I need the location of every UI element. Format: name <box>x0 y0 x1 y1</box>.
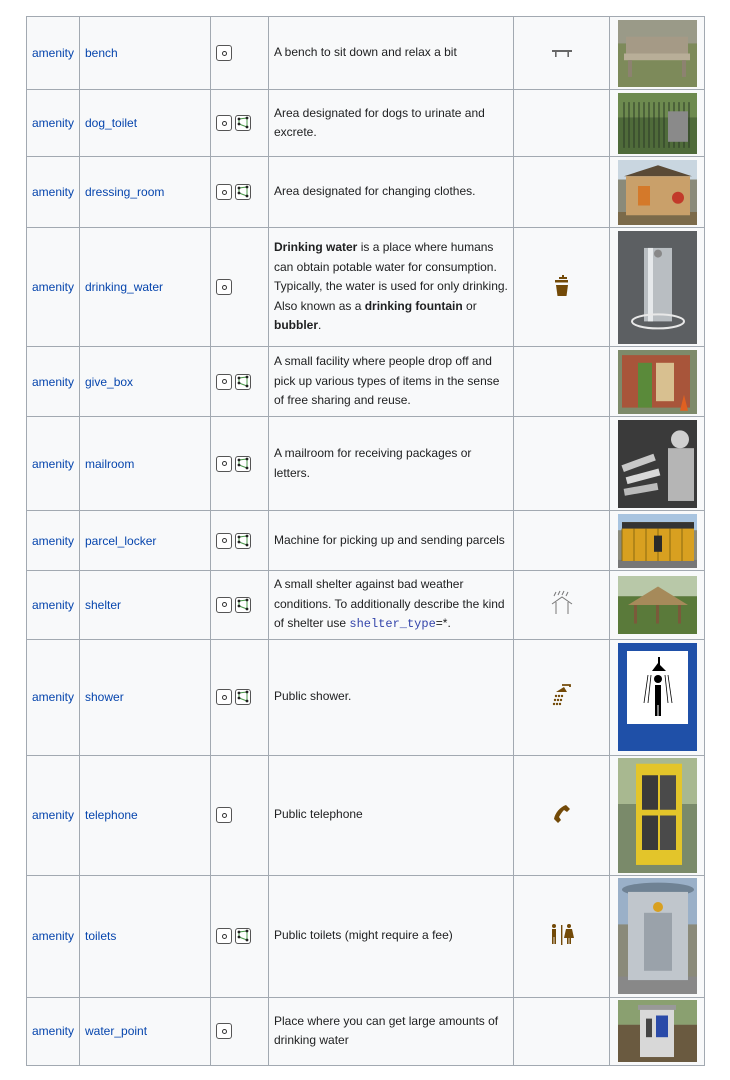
key-link[interactable]: amenity <box>32 456 75 471</box>
area-element-icon <box>235 115 251 131</box>
table-row <box>27 157 705 228</box>
description-text: A small facility where people drop off and pick up various types of items in the sense of free sharing and reuse. <box>274 354 500 408</box>
element-cell <box>211 228 269 347</box>
key-link[interactable]: amenity <box>32 374 75 389</box>
description-bold: Drinking water <box>274 240 358 255</box>
node-element-icon <box>216 807 232 823</box>
key-link[interactable]: amenity <box>32 46 75 60</box>
description-cell <box>269 90 514 157</box>
table-row <box>27 90 705 157</box>
dressing-room-photo[interactable] <box>618 160 697 225</box>
photo-cell <box>610 228 705 347</box>
value-link[interactable]: bench <box>85 46 118 60</box>
telephone-icon <box>552 803 572 828</box>
node-element-icon <box>216 1023 232 1039</box>
key-cell <box>27 417 80 511</box>
value-link[interactable]: telephone <box>85 808 138 822</box>
value-cell <box>80 875 211 997</box>
value-cell <box>80 997 211 1065</box>
map-features-table <box>26 16 705 1066</box>
rendering-cell <box>514 17 610 90</box>
key-cell <box>27 755 80 875</box>
shelter-icon <box>549 590 575 619</box>
value-link[interactable]: drinking_water <box>85 280 164 294</box>
value-cell <box>80 90 211 157</box>
description-cell <box>269 347 514 417</box>
shower-sign-photo[interactable] <box>618 643 697 751</box>
value-link[interactable]: parcel_locker <box>85 533 157 548</box>
rendering-cell <box>514 347 610 417</box>
photo-cell <box>610 511 705 571</box>
table-row <box>27 228 705 347</box>
shelter-type-code-link[interactable]: shelter_type <box>349 617 436 631</box>
element-cell <box>211 17 269 90</box>
photo-cell <box>610 755 705 875</box>
table-row <box>27 571 705 640</box>
node-element-icon <box>216 115 232 131</box>
rendering-cell <box>514 417 610 511</box>
key-link[interactable]: amenity <box>32 808 75 822</box>
node-element-icon <box>216 279 232 295</box>
key-cell <box>27 17 80 90</box>
key-link[interactable]: amenity <box>32 533 75 548</box>
value-link[interactable]: shower <box>85 690 124 704</box>
photo-cell <box>610 17 705 90</box>
node-element-icon <box>216 45 232 61</box>
area-element-icon <box>235 533 251 549</box>
description-text: . <box>318 318 322 333</box>
element-cell <box>211 997 269 1065</box>
description-cell <box>269 157 514 228</box>
area-element-icon <box>235 597 251 613</box>
element-cell <box>211 90 269 157</box>
key-link[interactable]: amenity <box>32 185 75 199</box>
description-cell <box>269 17 514 90</box>
node-element-icon <box>216 597 232 613</box>
description-text: Place where you can get large amounts of drinking water <box>274 1013 499 1047</box>
rendering-cell <box>514 228 610 347</box>
element-cell <box>211 755 269 875</box>
rendering-cell <box>514 639 610 755</box>
toilets-photo[interactable] <box>618 878 697 994</box>
value-cell <box>80 157 211 228</box>
description-text: Public toilets (might require a fee) <box>274 928 453 943</box>
shelter-photo[interactable] <box>618 576 697 634</box>
table-row <box>27 417 705 511</box>
key-cell <box>27 875 80 997</box>
description-text: A bench to sit down and relax a bit <box>274 45 457 60</box>
photo-cell <box>610 639 705 755</box>
key-cell <box>27 157 80 228</box>
description-text: Area designated for changing clothes. <box>274 184 476 199</box>
value-cell <box>80 511 211 571</box>
node-element-icon <box>216 533 232 549</box>
element-cell <box>211 157 269 228</box>
description-text: Public shower. <box>274 689 352 704</box>
key-link[interactable]: amenity <box>32 116 75 130</box>
value-link[interactable]: shelter <box>85 597 122 612</box>
element-cell <box>211 875 269 997</box>
shower-icon <box>550 683 574 712</box>
area-element-icon <box>235 456 251 472</box>
key-link[interactable]: amenity <box>32 280 75 294</box>
description-text: is a place where humans can obtain potable water for consumption. Typically, the water is used for only drinking. Also known as a <box>274 240 508 313</box>
photo-cell <box>610 417 705 511</box>
area-element-icon <box>235 689 251 705</box>
node-element-icon <box>216 456 232 472</box>
description-text: Machine for picking up and sending parcels <box>274 532 505 547</box>
value-link[interactable]: give_box <box>85 374 134 389</box>
value-cell <box>80 347 211 417</box>
description-cell <box>269 639 514 755</box>
key-link[interactable]: amenity <box>32 1024 75 1038</box>
key-cell <box>27 571 80 640</box>
element-cell <box>211 571 269 640</box>
rendering-cell <box>514 157 610 228</box>
rendering-cell <box>514 997 610 1065</box>
description-bold: bubbler <box>274 318 318 333</box>
photo-cell <box>610 157 705 228</box>
bench-icon <box>550 46 574 61</box>
value-link[interactable]: dressing_room <box>85 185 165 199</box>
key-link[interactable]: amenity <box>32 597 75 612</box>
value-link[interactable]: dog_toilet <box>85 116 138 130</box>
description-bold: drinking fountain <box>364 298 463 313</box>
value-link[interactable]: mailroom <box>85 456 135 471</box>
value-cell <box>80 755 211 875</box>
description-cell <box>269 571 514 640</box>
table-row <box>27 997 705 1065</box>
description-cell <box>269 511 514 571</box>
description-cell <box>269 228 514 347</box>
key-cell <box>27 639 80 755</box>
table-row <box>27 755 705 875</box>
description-cell <box>269 997 514 1065</box>
element-cell <box>211 347 269 417</box>
element-cell <box>211 417 269 511</box>
mailroom-photo[interactable] <box>618 420 697 508</box>
value-cell <box>80 571 211 640</box>
value-cell <box>80 417 211 511</box>
description-cell <box>269 417 514 511</box>
description-text: Public telephone <box>274 807 363 822</box>
description-cell <box>269 875 514 997</box>
value-link[interactable]: water_point <box>85 1024 148 1038</box>
parcel-locker-photo[interactable] <box>618 514 697 568</box>
key-cell <box>27 347 80 417</box>
rendering-cell <box>514 755 610 875</box>
description-cell <box>269 755 514 875</box>
photo-cell <box>610 571 705 640</box>
description-text: A small shelter against bad weather conditions. To additionally describe the kind of shelter use <box>274 577 505 630</box>
bench-photo[interactable] <box>618 20 697 87</box>
rendering-cell <box>514 571 610 640</box>
node-element-icon <box>216 374 232 390</box>
photo-cell <box>610 90 705 157</box>
key-cell <box>27 511 80 571</box>
description-text: A mailroom for receiving packages or letters. <box>274 446 472 480</box>
node-element-icon <box>216 689 232 705</box>
key-link[interactable]: amenity <box>32 690 75 704</box>
rendering-cell <box>514 511 610 571</box>
value-cell <box>80 639 211 755</box>
element-cell <box>211 639 269 755</box>
toilets-icon <box>549 923 575 950</box>
water-point-photo[interactable] <box>618 1000 697 1062</box>
element-cell <box>211 511 269 571</box>
rendering-cell <box>514 875 610 997</box>
give-box-photo[interactable] <box>618 350 697 414</box>
area-element-icon <box>235 184 251 200</box>
description-text: =*. <box>435 616 451 630</box>
table-row <box>27 17 705 90</box>
node-element-icon <box>216 928 232 944</box>
node-element-icon <box>216 184 232 200</box>
drinking-fountain-photo[interactable] <box>618 231 697 344</box>
dog-toilet-photo[interactable] <box>618 93 697 154</box>
table-row <box>27 347 705 417</box>
photo-cell <box>610 997 705 1065</box>
area-element-icon <box>235 928 251 944</box>
drinking-water-icon <box>553 275 571 300</box>
key-link[interactable]: amenity <box>32 929 75 943</box>
table-row <box>27 875 705 997</box>
value-link[interactable]: toilets <box>85 929 117 943</box>
key-cell <box>27 90 80 157</box>
rendering-cell <box>514 90 610 157</box>
value-cell <box>80 228 211 347</box>
telephone-booth-photo[interactable] <box>618 758 697 873</box>
key-cell <box>27 228 80 347</box>
key-cell <box>27 997 80 1065</box>
description-text: or <box>462 298 477 313</box>
value-cell <box>80 17 211 90</box>
table-row <box>27 511 705 571</box>
photo-cell <box>610 875 705 997</box>
table-row <box>27 639 705 755</box>
photo-cell <box>610 347 705 417</box>
area-element-icon <box>235 374 251 390</box>
description-text: Area designated for dogs to urinate and excrete. <box>274 105 485 139</box>
